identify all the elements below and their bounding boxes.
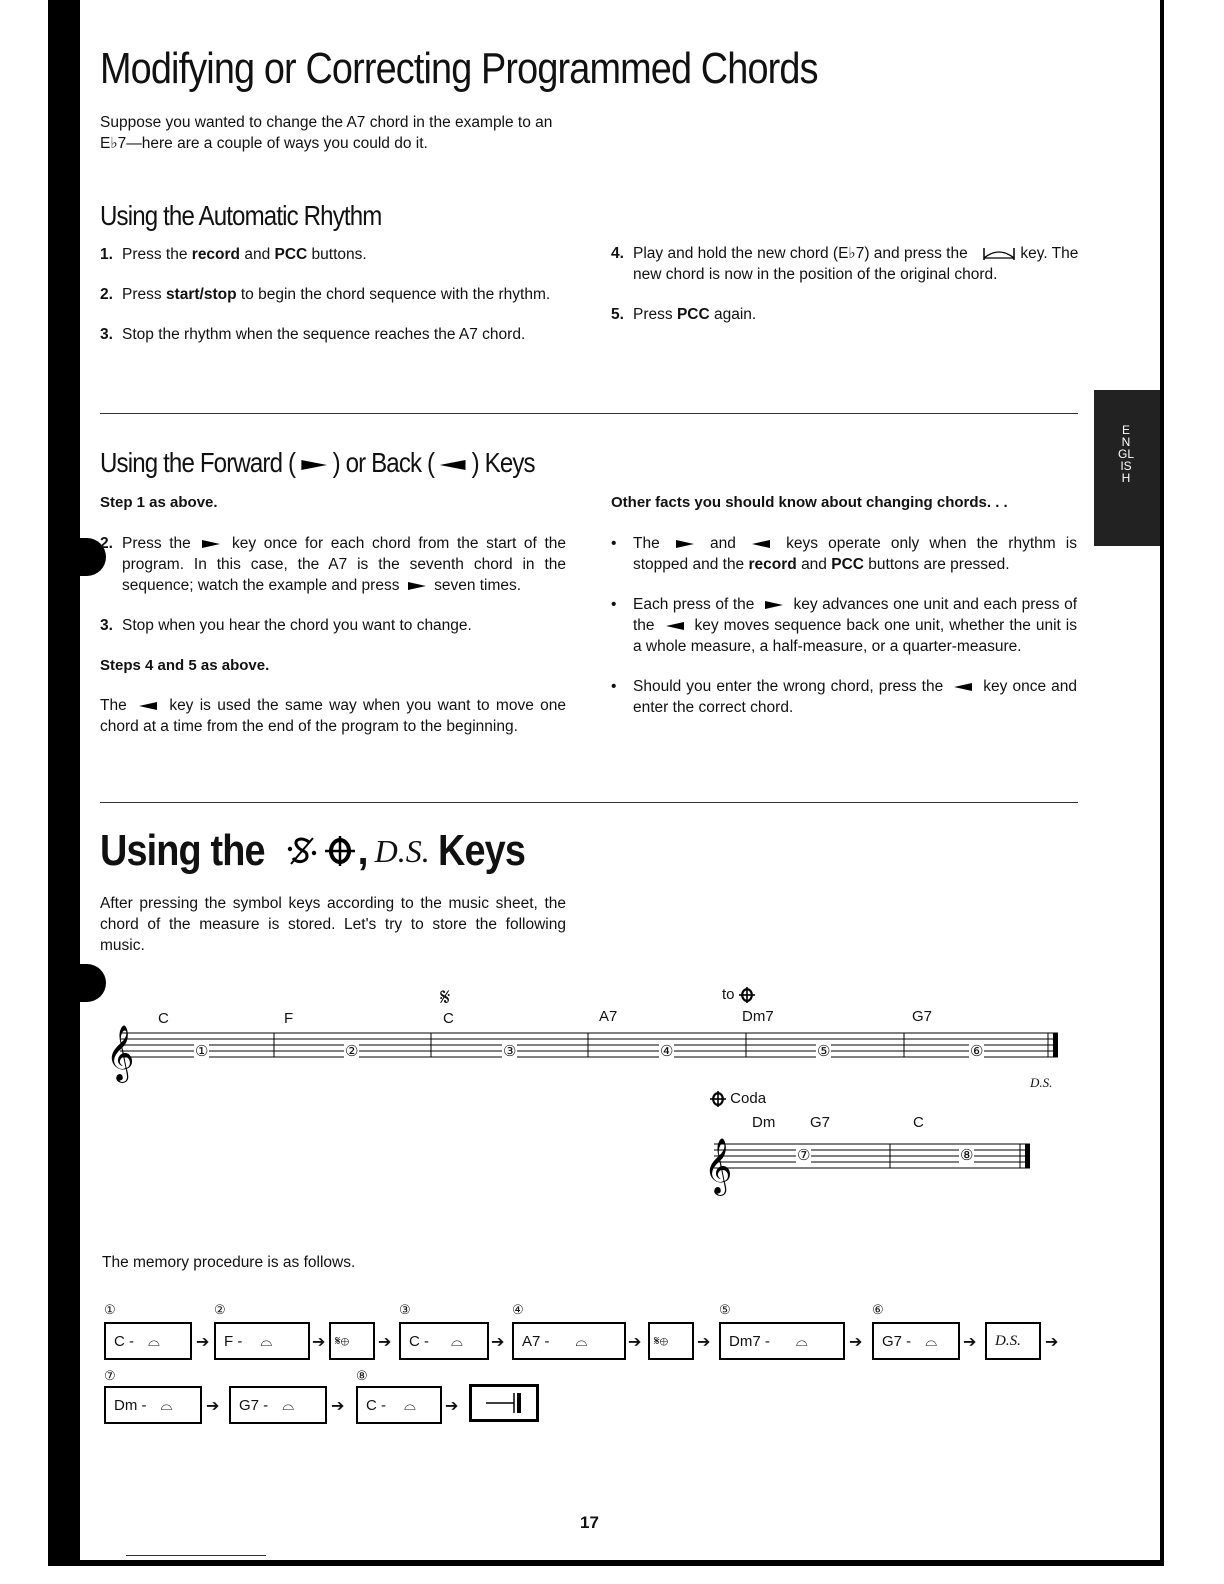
ds-mark: D.S. <box>1030 1075 1053 1090</box>
chord-input-box: G7 - ⌓ <box>229 1386 327 1424</box>
page-border-right <box>1160 0 1164 1566</box>
chord-label: C <box>158 1010 169 1027</box>
fact-1: • The and keys operate only when the rhythm is stopped and the record and PCC buttons are pressed. <box>611 535 1077 573</box>
flow-arrow: ➔ <box>849 1334 863 1351</box>
chord-label: F <box>284 1010 294 1027</box>
back-key-icon <box>954 683 972 691</box>
fact-3: • Should you enter the wrong chord, press the key once and enter the correct chord. <box>611 678 1077 716</box>
segno-mark: 𝄋 <box>440 984 451 1011</box>
ds-key-box: D.S. <box>985 1322 1041 1360</box>
chord-label: Dm7 <box>742 1008 774 1025</box>
measure-number: ⑥ <box>970 1043 984 1060</box>
chord-label: C <box>443 1010 454 1027</box>
flow-arrow: ➔ <box>491 1334 505 1351</box>
step-3: 3. Stop the rhythm when the sequence reaches the A7 chord. <box>100 326 526 343</box>
language-tab-label: ENGLISH <box>1118 423 1135 485</box>
forward-key-icon <box>676 540 694 548</box>
chord-input-box: C - ⌓ <box>399 1322 489 1360</box>
step-label: ① <box>104 1302 116 1317</box>
flow-arrow: ➔ <box>445 1398 459 1415</box>
symbol-keys-text: After pressing the symbol keys according to the music sheet, the chord of the measure is stored. Let's try to store the following music. <box>100 895 566 954</box>
arc-icon: ⌓ <box>404 1396 416 1414</box>
flow-arrow: ➔ <box>697 1334 711 1351</box>
flow-arrow: ➔ <box>628 1334 642 1351</box>
chord-input-box: Dm - ⌓ <box>104 1386 202 1424</box>
arc-icon: ⌓ <box>148 1332 160 1350</box>
binding-edge <box>48 0 80 1566</box>
measure-number: ⑧ <box>960 1147 974 1164</box>
chord-input-box: A7 - ⌓ <box>512 1322 626 1360</box>
section-heading-forward-back: Using the Forward ( ) or Back ( ) Keys <box>100 447 535 478</box>
measure-number: ② <box>345 1043 359 1060</box>
end-key-box <box>469 1384 539 1422</box>
measure-number: ⑤ <box>817 1043 831 1060</box>
arc-icon: ⌓ <box>160 1396 173 1414</box>
flow-arrow: ➔ <box>196 1334 210 1351</box>
back-key-icon <box>139 702 157 710</box>
step-label: ② <box>214 1302 226 1317</box>
other-facts-column <box>611 492 1077 718</box>
segno-coda-key-box: 𝄋⊕ <box>648 1322 694 1360</box>
step-label: ④ <box>512 1302 524 1317</box>
steps-left-column <box>100 244 568 345</box>
forward-key-icon <box>408 582 426 590</box>
back-key-icon <box>440 458 466 472</box>
chord-label: G7 <box>810 1114 831 1131</box>
chord-input-box: G7 - ⌓ <box>872 1322 960 1360</box>
memory-procedure-text: The memory procedure is as follows. <box>102 1254 356 1271</box>
coda-heading: Coda <box>710 1090 766 1107</box>
chord-label: G7 <box>912 1008 933 1025</box>
chord-input-box: Dm7 - ⌓ <box>719 1322 845 1360</box>
to-coda-mark: to <box>722 986 755 1003</box>
section-heading-segno-coda: Using the , D.S. Keys <box>100 826 525 875</box>
flow-arrow: ➔ <box>331 1398 345 1415</box>
forward-key-icon <box>301 458 327 472</box>
step-4: 4. Play and hold the new chord (E♭7) and press the key. The new chord is now in the position of the original chord. <box>611 245 1079 283</box>
fact-2: • Each press of the key advances one unit and each press of the key moves sequence back one unit, whether the unit is a whole measure, a half-measure, or a quarter-measure. <box>611 596 1078 655</box>
step-label: ⑥ <box>872 1302 884 1317</box>
measure-number: ① <box>195 1043 209 1060</box>
steps-right-column <box>611 243 1079 325</box>
page-title: Modifying or Correcting Programmed Chords <box>100 44 818 93</box>
intro-text: Suppose you wanted to change the A7 chord in the example to an E♭7—here are a couple of ways you could do it. <box>100 114 553 152</box>
chord-label: A7 <box>599 1008 618 1025</box>
page-number: 17 <box>580 1513 599 1532</box>
step-label: ⑧ <box>356 1368 368 1383</box>
forward-key-icon <box>202 540 220 548</box>
end-key-icon <box>982 247 1016 261</box>
step-2: 2. Press start/stop to begin the chord sequence with the rhythm. <box>100 286 551 303</box>
music-staff-coda <box>700 1108 1040 1198</box>
forward-left-column <box>100 492 566 737</box>
flow-arrow: ➔ <box>1045 1334 1059 1351</box>
treble-clef-icon: 𝄞 <box>106 1025 135 1081</box>
divider-2 <box>100 802 1078 803</box>
coda-icon <box>710 1091 726 1107</box>
measure-number: ③ <box>503 1043 517 1060</box>
back-key-paragraph: The key is used the same way when you want to move one chord at a time from the end of the program to the beginning. <box>100 697 566 735</box>
page-border-bottom <box>48 1560 1164 1566</box>
back-key-icon <box>752 540 770 548</box>
coda-icon <box>325 836 355 866</box>
chord-input-box: F - ⌓ <box>214 1322 310 1360</box>
footer-rule <box>126 1555 266 1556</box>
chord-label: Dm <box>752 1114 776 1131</box>
section-heading-automatic-rhythm: Using the Automatic Rhythm <box>100 200 382 231</box>
measure-number: ⑦ <box>797 1147 811 1164</box>
chord-label: C <box>913 1114 924 1131</box>
flow-arrow: ➔ <box>378 1334 392 1351</box>
coda-icon <box>739 987 755 1003</box>
forward-key-icon <box>765 601 783 609</box>
step-1: 1. Press the record and PCC buttons. <box>100 246 367 263</box>
arc-icon: ⌓ <box>282 1396 295 1414</box>
other-facts-heading: Other facts you should know about changing chords. . . <box>611 494 1008 511</box>
step-label: ⑦ <box>104 1368 116 1383</box>
measure-number: ④ <box>660 1043 674 1060</box>
forward-step-3: 3. Stop when you hear the chord you want to change. <box>100 617 472 634</box>
segno-icon <box>285 836 319 866</box>
forward-step-2: 2. Press the key once for each chord from the start of the program. In this case, the A7 is the seventh chord in the sequence; watch the example and press seven times. <box>100 535 566 594</box>
arc-icon: ⌓ <box>575 1332 588 1350</box>
treble-clef-icon: 𝄞 <box>704 1138 733 1194</box>
step-label: ③ <box>399 1302 411 1317</box>
flow-arrow: ➔ <box>206 1398 220 1415</box>
segno-coda-key-box: 𝄋⊕ <box>329 1322 375 1360</box>
step-label: ⑤ <box>719 1302 731 1317</box>
step-5: 5. Press PCC again. <box>611 306 757 323</box>
flow-arrow: ➔ <box>963 1334 977 1351</box>
chord-input-box: C - ⌓ <box>356 1386 442 1424</box>
arc-icon: ⌓ <box>925 1332 938 1350</box>
steps-4-5-note: Steps 4 and 5 as above. <box>100 657 270 674</box>
flow-arrow: ➔ <box>312 1334 326 1351</box>
arc-icon: ⌓ <box>260 1332 273 1350</box>
chord-input-box: C - ⌓ <box>104 1322 192 1360</box>
step-1-note: Step 1 as above. <box>100 494 218 511</box>
music-staff-main <box>100 975 1070 1095</box>
back-key-icon <box>666 622 684 630</box>
end-key-icon <box>484 1391 524 1415</box>
arc-icon: ⌓ <box>451 1332 463 1350</box>
arc-icon: ⌓ <box>795 1332 808 1350</box>
divider-1 <box>100 413 1078 414</box>
